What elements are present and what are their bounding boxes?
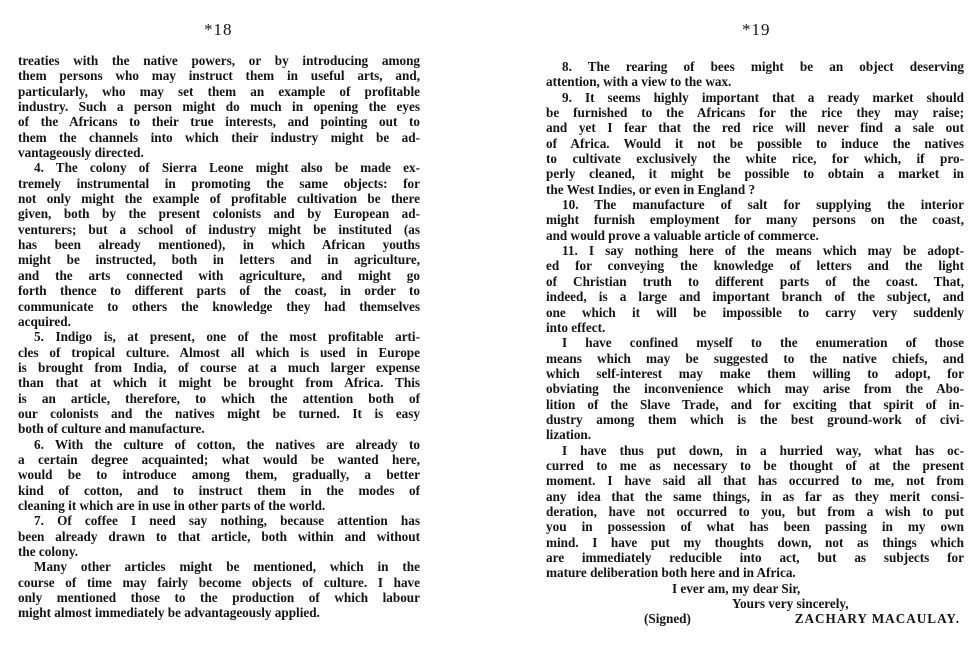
text-line: Many other articles might be mentioned, which in the [34, 559, 420, 575]
text-line: curred to me as necessary to be thought of at the present [546, 457, 964, 473]
text-line: would be to introduce among them, gradually, a better [18, 467, 420, 483]
text-line: of Christian truth to different parts of the coast. That, [546, 273, 964, 289]
text-line: any idea that the same things, in as far as they merit consi- [546, 488, 964, 504]
text-line: 4. The colony of Sierra Leone might also be made ex- [34, 160, 420, 176]
closing-salutation: I ever am, my dear Sir, [672, 580, 801, 596]
text-line: 10. The manufacture of salt for supplying the interior [562, 197, 964, 213]
text-line: of Africa. Would it not be possible to induce the natives [546, 135, 964, 151]
text-line: both of culture and manufacture. [18, 421, 205, 437]
text-line: you in possession of what has been passing in my own [546, 519, 964, 535]
text-line: which self-interest may make them willing to adopt, for [546, 365, 964, 381]
text-line: might almost immediately be advantageously applied. [18, 605, 320, 621]
closing-valediction: Yours very sincerely, [732, 596, 849, 612]
signed-label: (Signed) [644, 611, 691, 627]
text-line: the West Indies, or even in England ? [546, 181, 756, 197]
text-line: them the channels into which their industry might be ad- [18, 129, 420, 145]
text-line: and would prove a valuable article of commerce. [546, 227, 819, 243]
signature-name: ZACHARY MACAULAY. [794, 611, 960, 627]
text-line: and the arts connected with agriculture, and might go [18, 267, 420, 283]
text-line: attention, with a view to the wax. [546, 74, 732, 90]
text-line: 9. It seems highly important that a ready market should [562, 89, 964, 105]
text-line: forth thence to different parts of the coast, in order to [18, 283, 420, 299]
text-line: 5. Indigo is, at present, one of the most profitable arti- [34, 329, 420, 345]
text-line: cleaning it which are in use in other parts of the world. [18, 497, 326, 513]
right-page [546, 0, 964, 669]
text-line: 7. Of coffee I need say nothing, because attention has [34, 513, 420, 529]
page-number: *19 [742, 20, 771, 39]
text-line: indeed, is a large and important branch of the subject, and [546, 289, 964, 305]
text-line: to cultivate exclusively the white rice, for which, if pro- [546, 151, 964, 167]
text-line: has been already mentioned), in which African youths [18, 237, 420, 253]
text-line: course of time may fairly become objects of culture. I have [18, 574, 420, 590]
text-line: 6. With the culture of cotton, the natives are already to [34, 436, 420, 452]
text-line: them persons who may instruct them in useful arts, and, [18, 68, 420, 84]
text-line: are immediately reducible into act, but as subjects for [546, 550, 964, 565]
text-line: treaties with the native powers, or by introducing among [18, 53, 420, 68]
text-line: be furnished to the Africans for the rice they may raise; [546, 105, 964, 121]
text-line: particularly, who may set them an example of profitable [18, 83, 420, 99]
text-line: I have confined myself to the enumeration of those [562, 335, 964, 351]
text-line: is brought from India, of course at a much larger expense [18, 359, 420, 375]
text-line: a certain degree acquainted; what would be wanted here, [18, 451, 420, 467]
text-line: mind. I have put my thoughts down, not as things which [546, 534, 964, 550]
text-line: is an article, therefore, to which the attention both of [18, 390, 420, 406]
left-page [18, 0, 420, 669]
text-line: obviating the inconvenience which may arise from the Abo- [546, 381, 964, 397]
text-line: than that at which it might be brought from Africa. This [18, 375, 420, 391]
text-line: venturers; but a school of industry might be instituted (as [18, 221, 420, 237]
page-number: *18 [204, 20, 233, 39]
text-line: our colonists and the natives might be turned. It is easy [18, 405, 420, 421]
text-line: industry. Such a person might do much in opening the eyes [18, 99, 420, 115]
text-line: acquired. [18, 313, 71, 329]
text-line: the colony. [18, 544, 79, 559]
text-line: lition of the Slave Trade, and for exciting that spirit of in- [546, 396, 964, 412]
text-line: mature deliberation both here and in Africa. [546, 565, 796, 581]
page-text [546, 59, 964, 627]
text-line: tremely instrumental in promoting the same objects: for [18, 175, 420, 191]
text-line: of the Africans to their true interests, and pointing out to [18, 114, 420, 130]
text-line: 8. The rearing of bees might be an object deserving [562, 59, 964, 74]
text-line: ed for conveying the knowledge of letters and the light [546, 258, 964, 274]
text-line: cles of tropical culture. Almost all which is used in Europe [18, 344, 420, 360]
text-line: deration, have not occurred to you, but from a wish to put [546, 503, 964, 519]
text-line: into effect. [546, 319, 606, 335]
text-line: only mentioned those to the production of which labour [18, 590, 420, 606]
text-line: means which may be suggested to the native chiefs, and [546, 350, 964, 366]
text-line: moment. I have said all that has occurred to me, not from [546, 473, 964, 489]
text-line: vantageously directed. [18, 145, 144, 161]
text-line: kind of cotton, and to instruct them in the modes of [18, 482, 420, 498]
text-line: might furnish employment for many persons on the coast, [546, 212, 964, 228]
text-line: lization. [546, 427, 592, 443]
text-line: 11. I say nothing here of the means which may be adopt- [562, 243, 964, 259]
text-line: given, both by the present colonists and by European ad- [18, 206, 420, 222]
signature-line [546, 611, 964, 626]
text-line: been already drawn to that article, both within and without [18, 528, 420, 544]
text-line: one which it will be impossible to carry very suddenly [546, 304, 964, 320]
text-line: and yet I fear that the red rice will never find a sale out [546, 120, 964, 136]
page-text [18, 53, 420, 621]
text-line: not only might the example of profitable cultivation be there [18, 191, 420, 207]
text-line: might be instructed, both in letters and in agriculture, [18, 252, 420, 268]
text-line: I have thus put down, in a hurried way, what has oc- [562, 442, 964, 458]
text-line: communicate to others the knowledge they had themselves [18, 298, 420, 314]
text-line: dustry among them which is the best ground-work of civi- [546, 411, 964, 427]
text-line: perly cleaned, it might be possible to obtain a market in [546, 166, 964, 182]
